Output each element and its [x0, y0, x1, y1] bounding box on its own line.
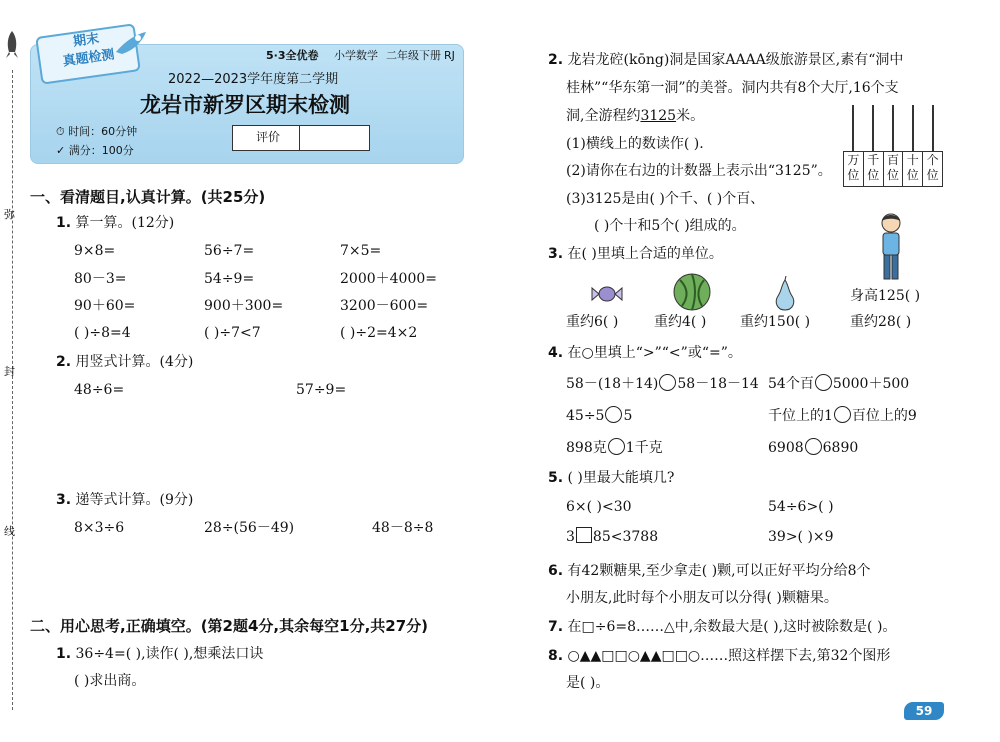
r-q3: 3. 在( )里填上合适的单位。: [548, 246, 723, 262]
evaluation-label: 评价: [256, 130, 281, 144]
abacus-counter[interactable]: [843, 105, 943, 185]
q1-label: 1. 算一算。(12分): [56, 215, 175, 231]
height-label: 身高125( ): [850, 288, 921, 304]
unit-item: 重约28( ): [850, 314, 912, 330]
pear-icon: [770, 276, 800, 316]
rocket-icon: [4, 30, 20, 64]
q3-item: 8×3÷6: [74, 520, 125, 536]
q2-label: 2. 用竖式计算。(4分): [56, 354, 194, 370]
r-q2-line2: 桂林”“华东第一洞”的美誉。洞内共有8个大厅,16个支: [566, 80, 899, 96]
r-q6-line1: 6. 有42颗糖果,至少拿走( )颗,可以正好平均分给8个: [548, 563, 871, 579]
unit-item: 重约4( ): [654, 314, 707, 330]
counter-label: 百位: [884, 152, 904, 186]
r-q2-a: (1)横线上的数读作( ).: [566, 136, 704, 152]
compare-item: 45÷5 5: [566, 408, 633, 424]
edition: RJ: [444, 49, 455, 62]
q2-item: 48÷6=: [74, 382, 125, 398]
margin-char-seal: 弥: [4, 208, 15, 221]
compare-item: 54个百 5000＋500: [768, 376, 910, 392]
q1-item: ( )÷7<7: [204, 325, 261, 341]
compare-item: 千位上的1 百位上的9: [768, 408, 917, 424]
compare-item: 58－(18＋14) 58－18－14: [566, 376, 759, 392]
q1-item: ( )÷2=4×2: [340, 325, 418, 341]
r-q7: 7. 在□÷6=8……△中,余数最大是( ),这时被除数是( )。: [548, 619, 897, 635]
boy-figure-icon: [876, 212, 906, 288]
exam-badge: 期末 真题检测: [35, 23, 141, 84]
counter-label: 个位: [926, 153, 939, 182]
compare-item: 6908 6890: [768, 440, 859, 456]
q1-item: 3200－600=: [340, 298, 429, 314]
r-q4: 4. 在○里填上“>”“<”或“=”。: [548, 345, 742, 361]
q2-item: 57÷9=: [296, 382, 347, 398]
r-q2-c2: ( )个十和5个( )组成的。: [594, 218, 746, 234]
q1-item: 900＋300=: [204, 298, 284, 314]
school-year: 2022—2023学年度第二学期: [168, 72, 339, 87]
q1-item: 90＋60=: [74, 298, 136, 314]
q1-item: 7×5=: [340, 243, 382, 259]
section-1-title: 一、看清题目,认真计算。(共25分): [30, 188, 266, 206]
s2-q1-line2: ( )求出商。: [74, 673, 146, 689]
q1-item: 80－3=: [74, 271, 127, 287]
exam-title: 龙岩市新罗区期末检测: [140, 93, 350, 117]
grade: 二年级下册: [386, 49, 441, 62]
q1-item: 9×8=: [74, 243, 116, 259]
subject: 小学数学: [334, 49, 378, 62]
q3-item: 28÷(56－49): [204, 520, 295, 536]
margin-char-seal2: 封: [4, 365, 15, 378]
series-name: 5·3全优卷: [266, 49, 319, 62]
counter-label: 万位: [844, 152, 864, 186]
counter-label: 千位: [864, 152, 884, 186]
q1-item: 2000＋4000=: [340, 271, 437, 287]
r-q2-line3: 洞,全游程约3125米。: [566, 108, 705, 124]
max-fill-item: 39>( )×9: [768, 529, 834, 545]
r-q2-line1: 2. 龙岩龙硿(kōng)洞是国家AAAA级旅游景区,素有“洞中: [548, 52, 904, 68]
max-fill-item: 6×( )<30: [566, 499, 632, 515]
q1-item: ( )÷8=4: [74, 325, 131, 341]
r-q2-b: (2)请你在右边的计数器上表示出“3125”。: [566, 163, 832, 179]
binding-line: [12, 70, 13, 710]
r-q2-c1: (3)3125是由( )个千、( )个百、: [566, 191, 765, 207]
exam-score: ✓ 满分：100分: [56, 144, 134, 157]
q3-item: 48－8÷8: [372, 520, 434, 536]
margin-char-line: 线: [4, 525, 15, 538]
max-fill-item: 54÷6>( ): [768, 499, 834, 515]
r-q8-line1: 8. ○▲▲□□○▲▲□□○……照这样摆下去,第32个图形: [548, 648, 891, 664]
page-number: 59: [904, 702, 944, 720]
unit-item: 重约6( ): [566, 314, 619, 330]
counter-label: 十位: [903, 152, 923, 186]
watermelon-icon: [672, 272, 712, 316]
rocket-decoration-icon: [112, 30, 148, 60]
q1-item: 56÷7=: [204, 243, 255, 259]
candy-icon: [590, 284, 624, 308]
max-fill-item: 3 85<3788: [566, 529, 659, 545]
exam-time: ⏱ 时间：60分钟: [56, 125, 138, 138]
q1-item: 54÷9=: [204, 271, 255, 287]
r-q8-line2: 是( )。: [566, 675, 610, 691]
r-q5: 5. ( )里最大能填几?: [548, 470, 675, 486]
r-q6-line2: 小朋友,此时每个小朋友可以分得( )颗糖果。: [566, 590, 838, 606]
evaluation-box[interactable]: [232, 125, 370, 151]
compare-item: 898克 1千克: [566, 440, 663, 456]
s2-q1-line1: 1. 36÷4=( ),读作( ),想乘法口诀: [56, 646, 264, 662]
unit-item: 重约150( ): [740, 314, 811, 330]
q3-label: 3. 递等式计算。(9分): [56, 492, 194, 508]
section-2-title: 二、用心思考,正确填空。(第2题4分,其余每空1分,共27分): [30, 617, 428, 635]
